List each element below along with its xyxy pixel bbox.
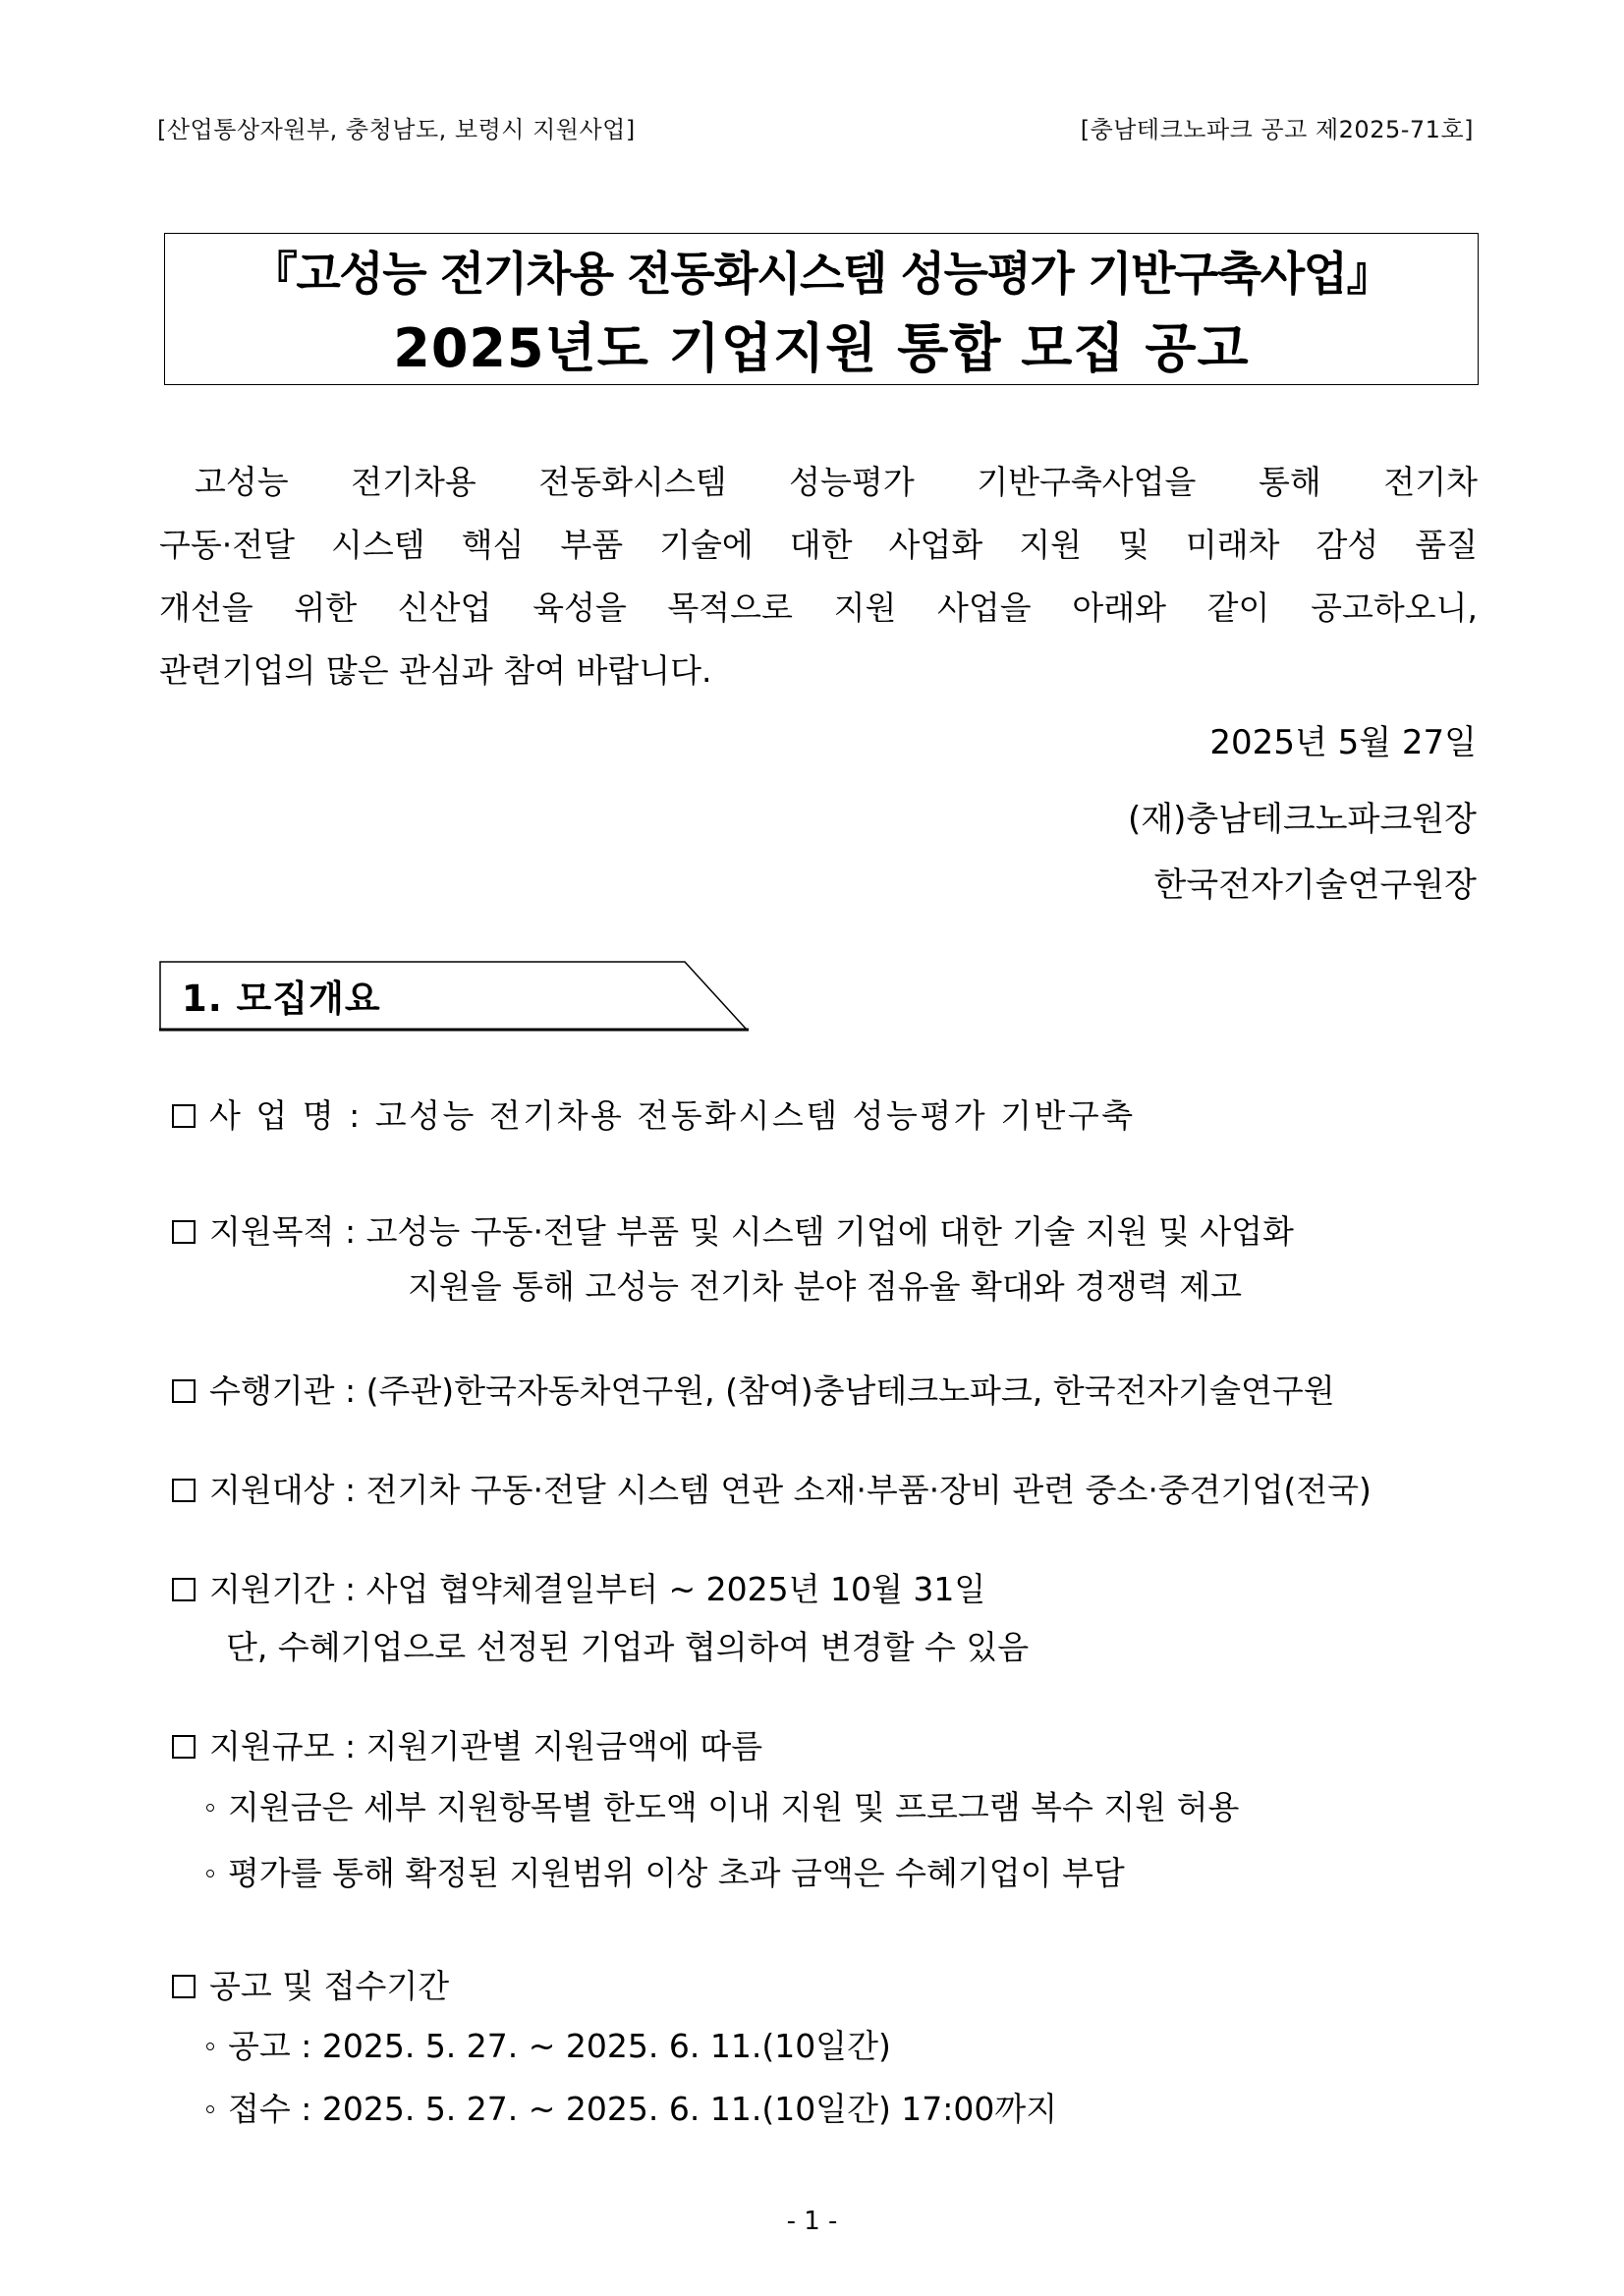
notice-date: 2025년 5월 27일 — [1209, 723, 1477, 762]
item-period-note: 단, 수혜기업으로 선정된 기업과 협의하여 변경할 수 있음 — [226, 1628, 1030, 1666]
item-project-name — [172, 1091, 1136, 1137]
circle-bullet-icon — [206, 2043, 214, 2050]
item-scale — [172, 1721, 762, 1767]
checkbox-square-icon — [172, 1379, 196, 1403]
intro-line: 고성능 전기차용 전동화시스템 성능평가 기반구축사업을 통해 전기차 — [195, 463, 1478, 501]
checkbox-square-icon — [172, 1578, 196, 1601]
circle-bullet-icon — [206, 1870, 214, 1877]
item-scale-text: 지원규모 : 지원기관별 지원금액에 따름 — [209, 1727, 763, 1765]
item-scale-sub-2-text: 평가를 통해 확정된 지원범위 이상 초과 금액은 수혜기업이 부담 — [228, 1854, 1125, 1892]
section-title: 1. 모집개요 — [182, 978, 381, 1020]
intro-line: 개선을 위한 신산업 육성을 목적으로 지원 사업을 아래와 같이 공고하오니, — [159, 588, 1478, 627]
item-agency — [172, 1366, 1335, 1412]
item-scale-sub-1 — [206, 1782, 1239, 1828]
intro-line: 관련기업의 많은 관심과 참여 바랍니다. — [159, 651, 712, 690]
title-line-1: 『고성능 전기차용 전동화시스템 성능평가 기반구축사업』 — [251, 248, 1392, 302]
checkbox-square-icon — [172, 1479, 196, 1502]
item-purpose-cont: 지원을 통해 고성능 전기차 분야 점유율 확대와 경쟁력 제고 — [408, 1267, 1242, 1306]
item-period-text: 지원기간 : 사업 협약체결일부터 ~ 2025년 10월 31일 — [209, 1570, 986, 1608]
item-notice-text: 공고 및 접수기간 — [209, 1967, 450, 2005]
item-notice-sub-2 — [206, 2084, 1057, 2130]
checkbox-square-icon — [172, 1975, 196, 1998]
header-right: [충남테크노파크 공고 제2025-71호] — [1080, 116, 1474, 143]
header-left: [산업통상자원부, 충청남도, 보령시 지원사업] — [157, 116, 636, 143]
item-project-name-text: 사 업 명 : 고성능 전기차용 전동화시스템 성능평가 기반구축 — [209, 1096, 1136, 1135]
circle-bullet-icon — [206, 1804, 214, 1812]
item-purpose — [172, 1206, 1294, 1253]
item-notice-sub-1 — [206, 2021, 891, 2067]
item-agency-text: 수행기관 : (주관)한국자동차연구원, (참여)충남테크노파크, 한국전자기술연구원 — [209, 1372, 1335, 1410]
intro-paragraph — [159, 451, 1478, 702]
item-notice-sub-2-text: 접수 : 2025. 5. 27. ~ 2025. 6. 11.(10일간) 17:00까지 — [228, 2090, 1058, 2128]
checkbox-square-icon — [172, 1104, 196, 1128]
checkbox-square-icon — [172, 1220, 196, 1244]
item-scale-sub-1-text: 지원금은 세부 지원항목별 한도액 이내 지원 및 프로그램 복수 지원 허용 — [228, 1788, 1240, 1826]
item-notice-sub-1-text: 공고 : 2025. 5. 27. ~ 2025. 6. 11.(10일간) — [228, 2027, 891, 2065]
checkbox-square-icon — [172, 1735, 196, 1759]
item-scale-sub-2 — [206, 1848, 1125, 1894]
circle-bullet-icon — [206, 2105, 214, 2113]
intro-line: 구동·전달 시스템 핵심 부품 기술에 대한 사업화 지원 및 미래차 감성 품질 — [159, 526, 1478, 564]
signer-2: 한국전자기술연구원장 — [1153, 866, 1477, 905]
item-notice — [172, 1961, 449, 2007]
title-line-2: 2025년도 기업지원 통합 모집 공고 — [393, 317, 1250, 379]
item-period — [172, 1564, 985, 1610]
page-number: - 1 - — [786, 2207, 838, 2236]
item-purpose-text: 지원목적 : 고성능 구동·전달 부품 및 시스템 기업에 대한 기술 지원 및 사업화 — [209, 1212, 1294, 1251]
signer-1: (재)충남테크노파크원장 — [1128, 800, 1477, 839]
item-target — [172, 1465, 1372, 1511]
item-target-text: 지원대상 : 전기차 구동·전달 시스템 연관 소재·부품·장비 관련 중소·중견기업(전국) — [209, 1471, 1372, 1509]
